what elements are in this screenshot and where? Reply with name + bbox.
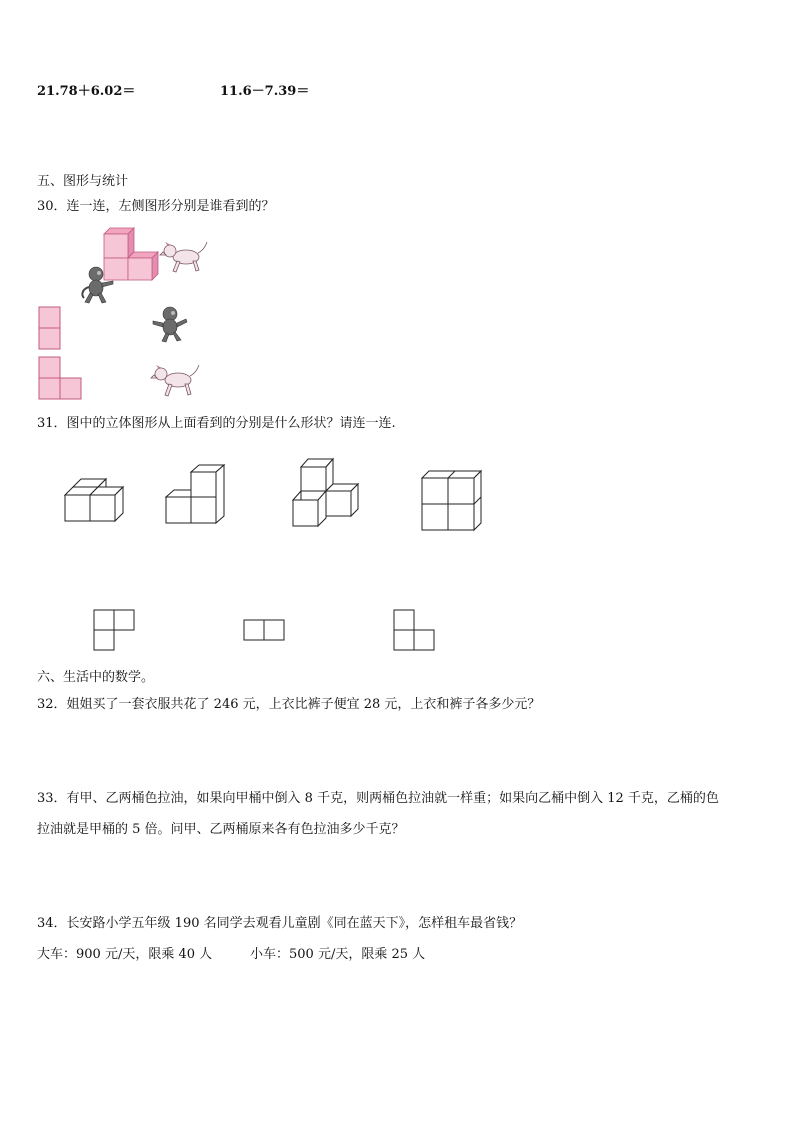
solid-b: [165, 464, 227, 524]
equation-1: 21.78＋6.02＝: [37, 84, 136, 99]
small-bus-info: 小车：500 元/天，限乘 25 人: [250, 947, 426, 962]
solid-c: [292, 458, 362, 528]
question-30: 30．连一连，左侧图形分别是谁看到的？: [37, 199, 275, 214]
equation-2: 11.6－7.39＝: [220, 84, 310, 99]
question-34: 34．长安路小学五年级 190 名同学去观看儿童剧《同在蓝天下》，怎样租车最省钱？: [37, 916, 523, 931]
dog-icon: [160, 240, 208, 274]
question-33-line-2: 拉油就是甲桶的 5 倍。问甲、乙两桶原来各有色拉油多少千克？: [37, 822, 405, 837]
top-view-l-shape-mirrored: [393, 609, 437, 651]
two-stacked-squares: [38, 306, 62, 350]
section-6-heading: 六、生活中的数学。: [37, 670, 155, 685]
l-shape-three-squares: [38, 356, 83, 401]
section-5-heading: 五、图形与统计: [37, 174, 129, 189]
question-31: 31．图中的立体图形从上面看到的分别是什么形状？请连一连.: [37, 416, 396, 431]
top-view-two-squares: [243, 619, 287, 641]
dog-icon: [150, 362, 200, 398]
solid-d: [421, 470, 483, 532]
question-32: 32．姐姐买了一套衣服共花了 246 元，上衣比裤子便宜 28 元，上衣和裤子各多少元？: [37, 697, 541, 712]
big-bus-info: 大车：900 元/天，限乘 40 人: [37, 947, 213, 962]
question-33-line-1: 33．有甲、乙两桶色拉油，如果向甲桶中倒入 8 千克，则两桶色拉油就一样重；如果向乙桶中倒入 12 千克，乙桶的色: [37, 791, 719, 806]
monkey-icon: [152, 305, 188, 343]
top-view-l-shape: [93, 609, 137, 651]
solid-a: [64, 477, 126, 522]
monkey-icon: [80, 265, 116, 305]
